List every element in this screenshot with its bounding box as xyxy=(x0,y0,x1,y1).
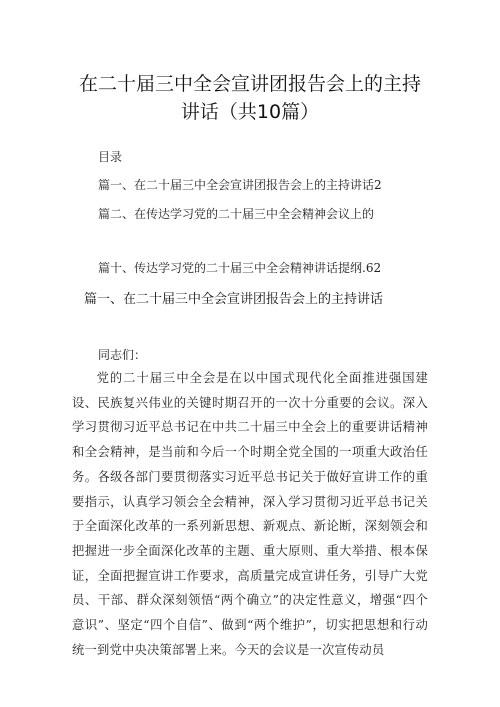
toc-item-2[interactable]: 篇二、在传达学习党的二十届三中全会精神会议上的 xyxy=(98,207,375,221)
body-paragraph: 党的二十届三中全会是在以中国式现代化全面推进强国建设、民族复兴伟业的关键时期召开的一次十分重要的会议。深入学习贯彻习近平总书记在中共二十届三中全会上的重要讲话精神和全会精神，是当前和今后一个时期全党全国的一项重大政治任务。各级各部门要贯彻落实习近平总书记关于做好宣讲工作的重要指示，认真学习领会全会精神，深入学习贯彻习近平总书记关于全面深化改革的一系列新思想、新观点、新论断，深刻领会和把握进一步全面深化改革的主题、重大原则、重大举措、根本保证，全面把握宣讲工作要求，高质量完成宣讲任务，引导广大党员、干部、群众深刻领悟“两个确立”的决定性意义，增强“四个意识”、坚定“四个自信”、做到“两个维护”，切实把思想和行动统一到党中央决策部署上来。今天的会议是一次宣传动员 xyxy=(72,371,428,657)
title-line-1: 在二十届三中全会宣讲团报告会上的主持 xyxy=(78,73,421,95)
salutation: 同志们： xyxy=(98,348,147,362)
title-line-2: 讲话（共10篇） xyxy=(180,101,320,123)
document-title xyxy=(40,70,460,126)
section-heading: 篇一、在二十届三中全会宣讲团报告会上的主持讲话 xyxy=(84,292,384,307)
toc-item-10[interactable]: 篇十、传达学习党的二十届三中全会精神讲话提纲.62 xyxy=(98,261,382,275)
toc-item-1[interactable]: 篇一、在二十届三中全会宣讲团报告会上的主持讲话2 xyxy=(98,178,382,192)
toc-heading: 目录 xyxy=(98,150,123,164)
